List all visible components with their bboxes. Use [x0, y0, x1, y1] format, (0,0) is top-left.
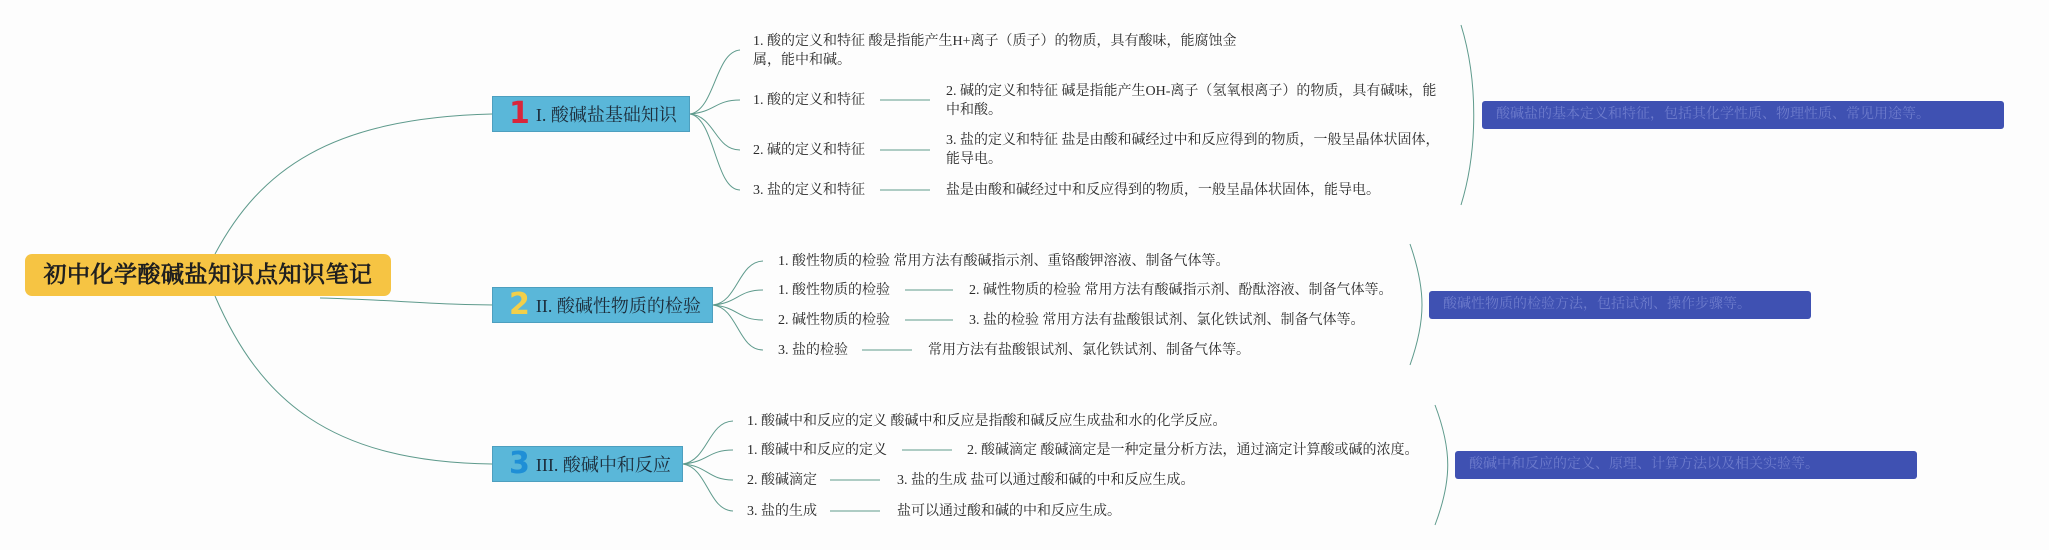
summary-brace-3 [1435, 405, 1448, 525]
branch-1-number: 1 [509, 96, 530, 131]
summary-brace-1 [1461, 25, 1474, 205]
root-topic[interactable] [25, 254, 391, 296]
connector-root-branch-2 [320, 298, 510, 305]
b1-item-4[interactable]: 3. 盐的定义和特征 [753, 183, 865, 198]
branch-3-summary[interactable]: 酸碱中和反应的定义、原理、计算方法以及相关实验等。 [1455, 451, 1917, 479]
connector-b3-item-1 [683, 421, 733, 464]
b1-item-4-detail[interactable]: 盐是由酸和碱经过中和反应得到的物质，一般呈晶体状固体，能导电。 [946, 183, 1380, 198]
b2-item-3-detail[interactable]: 3. 盐的检验 常用方法有盐酸银试剂、氯化铁试剂、制备气体等。 [969, 313, 1365, 328]
b2-item-3[interactable]: 2. 碱性物质的检验 [778, 313, 890, 328]
connector-b1-item-3 [690, 114, 740, 150]
connector-b2-item-4 [713, 305, 763, 350]
connector-root-branch-1 [215, 114, 492, 254]
connector-b1-item-2 [690, 100, 740, 114]
branch-2-node[interactable] [492, 287, 713, 323]
branch-2-label: II. 酸碱性物质的检验 [535, 296, 701, 316]
b2-item-2-detail[interactable]: 2. 碱性物质的检验 常用方法有酸碱指示剂、酚酞溶液、制备气体等。 [969, 283, 1393, 298]
root-title: 初中化学酸碱盐知识点知识笔记 [43, 262, 373, 288]
branch-3-node[interactable] [492, 446, 683, 482]
connector-b1-item-1 [690, 50, 740, 114]
b2-item-4-detail[interactable]: 常用方法有盐酸银试剂、氯化铁试剂、制备气体等。 [928, 343, 1250, 358]
connector-b3-item-4 [683, 464, 733, 511]
b2-item-1[interactable]: 1. 酸性物质的检验 常用方法有酸碱指示剂、重铬酸钾溶液、制备气体等。 [778, 254, 1230, 269]
b1-item-2-detail[interactable]: 2. 碱的定义和特征 碱是指能产生OH-离子（氢氧根离子）的物质，具有碱味，能中和酸。 [946, 84, 1437, 118]
b3-item-4[interactable]: 3. 盐的生成 [747, 504, 817, 519]
b1-item-1[interactable]: 1. 酸的定义和特征 酸是指能产生H+离子（质子）的物质，具有酸味，能腐蚀金属，能中和碱。 [753, 34, 1237, 68]
b2-item-2[interactable]: 1. 酸性物质的检验 [778, 283, 890, 298]
branch-2-number: 2 [509, 287, 530, 322]
connector-b2-item-1 [713, 261, 763, 305]
b1-item-3[interactable]: 2. 碱的定义和特征 [753, 143, 865, 158]
b3-item-1[interactable]: 1. 酸碱中和反应的定义 酸碱中和反应是指酸和碱反应生成盐和水的化学反应。 [747, 414, 1227, 429]
branch-3-label: III. 酸碱中和反应 [535, 455, 671, 475]
b3-item-4-detail[interactable]: 盐可以通过酸和碱的中和反应生成。 [897, 504, 1121, 519]
b3-item-2-detail[interactable]: 2. 酸碱滴定 酸碱滴定是一种定量分析方法，通过滴定计算酸或碱的浓度。 [967, 443, 1419, 458]
b3-item-3[interactable]: 2. 酸碱滴定 [747, 473, 817, 488]
connector-root-branch-3 [215, 296, 492, 464]
branch-2-summary[interactable]: 酸碱性物质的检验方法，包括试剂、操作步骤等。 [1429, 291, 1811, 319]
branch-1-summary[interactable]: 酸碱盐的基本定义和特征，包括其化学性质、物理性质、常见用途等。 [1482, 101, 2004, 129]
b1-item-2[interactable]: 1. 酸的定义和特征 [753, 93, 865, 108]
branch-1-node[interactable] [492, 96, 690, 132]
b2-item-4[interactable]: 3. 盐的检验 [778, 343, 848, 358]
summary-brace-2 [1410, 244, 1422, 365]
branch-1-label: I. 酸碱盐基础知识 [535, 105, 677, 125]
b1-item-3-detail[interactable]: 3. 盐的定义和特征 盐是由酸和碱经过中和反应得到的物质，一般呈晶体状固体，能导电。 [946, 133, 1440, 167]
b3-item-2[interactable]: 1. 酸碱中和反应的定义 [747, 443, 887, 458]
b3-item-3-detail[interactable]: 3. 盐的生成 盐可以通过酸和碱的中和反应生成。 [897, 473, 1195, 488]
connector-b1-item-4 [690, 114, 740, 190]
branch-3-number: 3 [509, 446, 530, 481]
